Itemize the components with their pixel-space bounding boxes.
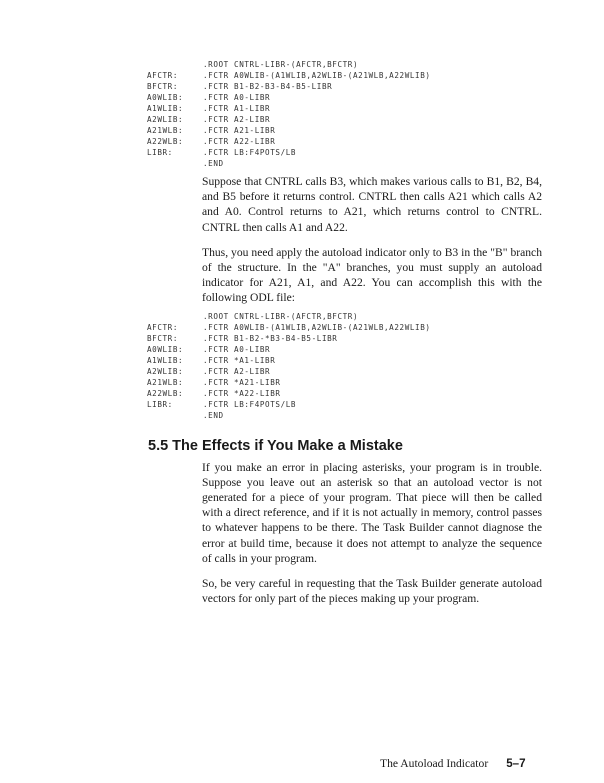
paragraph-1: Suppose that CNTRL calls B3, which makes various calls to B1, B2, B4, and B5 before it returns control. CNTRL then calls A21 which calls A2 and A0. Control returns to A21, which returns control to CNTRL. CNTRL then calls A1 and A22. xyxy=(202,175,542,234)
code-label: A1WLIB: xyxy=(147,355,184,365)
spacer xyxy=(147,421,547,437)
code-block-2 xyxy=(147,311,547,421)
code-label: A22WLB: xyxy=(147,388,184,398)
code-text: .FCTR B1-B2-B3-B4-B5-LIBR xyxy=(203,82,333,91)
spacer xyxy=(147,566,547,576)
code-label: A0WLIB: xyxy=(147,344,184,354)
code-line xyxy=(147,114,547,125)
code-label: BFCTR: xyxy=(147,82,179,91)
code-label: AFCTR: xyxy=(147,71,179,80)
code-line xyxy=(147,399,547,410)
section-heading: 5.5 The Effects if You Make a Mistake xyxy=(148,437,403,454)
code-line xyxy=(147,366,547,377)
code-line xyxy=(147,103,547,114)
code-line xyxy=(147,322,547,333)
code-label: A2WLIB: xyxy=(147,366,184,376)
spacer xyxy=(147,235,547,245)
code-text: .END xyxy=(203,159,224,168)
code-label: LIBR: xyxy=(147,148,173,157)
code-text: .FCTR A0WLIB-(A1WLIB,A2WLIB-(A21WLB,A22WLIB) xyxy=(203,322,431,332)
code-text: .FCTR LB:F4POTS/LB xyxy=(203,148,297,157)
code-line xyxy=(147,81,547,92)
code-line xyxy=(147,59,547,70)
code-text: .FCTR A0WLIB-(A1WLIB,A2WLIB-(A21WLB,A22WLIB) xyxy=(203,71,431,80)
code-line xyxy=(147,311,547,322)
code-line xyxy=(147,147,547,158)
code-label: A21WLB: xyxy=(147,126,184,135)
code-label: BFCTR: xyxy=(147,333,179,343)
code-text: .FCTR LB:F4POTS/LB xyxy=(203,399,297,409)
page-number: 5–7 xyxy=(506,757,526,770)
code-label: A1WLIB: xyxy=(147,104,184,113)
code-label: A21WLB: xyxy=(147,377,184,387)
code-label xyxy=(147,59,203,70)
code-text: .ROOT CNTRL-LIBR-(AFCTR,BFCTR) xyxy=(203,60,359,69)
code-text: .FCTR *A22-LIBR xyxy=(203,388,281,398)
code-text: .FCTR A2-LIBR xyxy=(203,366,271,376)
code-line xyxy=(147,125,547,136)
code-block-1 xyxy=(147,59,547,169)
code-label xyxy=(147,158,203,169)
code-label xyxy=(147,410,203,421)
footer-title: The Autoload Indicator xyxy=(380,757,489,770)
code-line xyxy=(147,70,547,81)
page-footer xyxy=(380,757,526,770)
code-text: .ROOT CNTRL-LIBR-(AFCTR,BFCTR) xyxy=(203,311,359,321)
code-text: .FCTR A1-LIBR xyxy=(203,104,271,113)
page-content xyxy=(147,59,547,606)
code-text: .FCTR A22-LIBR xyxy=(203,137,276,146)
code-text: .FCTR A2-LIBR xyxy=(203,115,271,124)
code-label xyxy=(147,311,203,322)
code-line xyxy=(147,136,547,147)
code-line xyxy=(147,388,547,399)
code-line xyxy=(147,92,547,103)
code-label: A0WLIB: xyxy=(147,93,184,102)
code-line xyxy=(147,377,547,388)
code-line xyxy=(147,158,547,169)
code-text: .FCTR *A1-LIBR xyxy=(203,355,276,365)
code-text: .END xyxy=(203,410,224,420)
code-line xyxy=(147,333,547,344)
paragraph-4: So, be very careful in requesting that the Task Builder generate autoload vectors for only part of the pieces making up your program. xyxy=(202,577,542,606)
code-text: .FCTR B1-B2-*B3-B4-B5-LIBR xyxy=(203,333,338,343)
code-label: LIBR: xyxy=(147,399,173,409)
code-line xyxy=(147,410,547,421)
code-label: AFCTR: xyxy=(147,322,179,332)
code-label: A22WLB: xyxy=(147,137,184,146)
code-text: .FCTR A0-LIBR xyxy=(203,344,271,354)
code-text: .FCTR *A21-LIBR xyxy=(203,377,281,387)
paragraph-2: Thus, you need apply the autoload indicator only to B3 in the "B" branch of the structure. In the "A" branches, you must supply an autoload indicator for A21, A1, and A22. You can accomplish this with the following ODL file: xyxy=(202,245,542,305)
code-text: .FCTR A0-LIBR xyxy=(203,93,271,102)
paragraph-3: If you make an error in placing asterisks, your program is in trouble. Suppose you leave out an asterisk so that an autoload vector is not generated for a piece of your program. That piece will then be called with a direct reference, and if it is not actually in memory, control passes to whatever happens to be there. The Task Builder cannot diagnose the error at build time, because it does not attempt to analyze the sequence of calls in your program. xyxy=(202,460,542,565)
code-label: A2WLIB: xyxy=(147,115,184,124)
code-line xyxy=(147,355,547,366)
code-text: .FCTR A21-LIBR xyxy=(203,126,276,135)
code-line xyxy=(147,344,547,355)
